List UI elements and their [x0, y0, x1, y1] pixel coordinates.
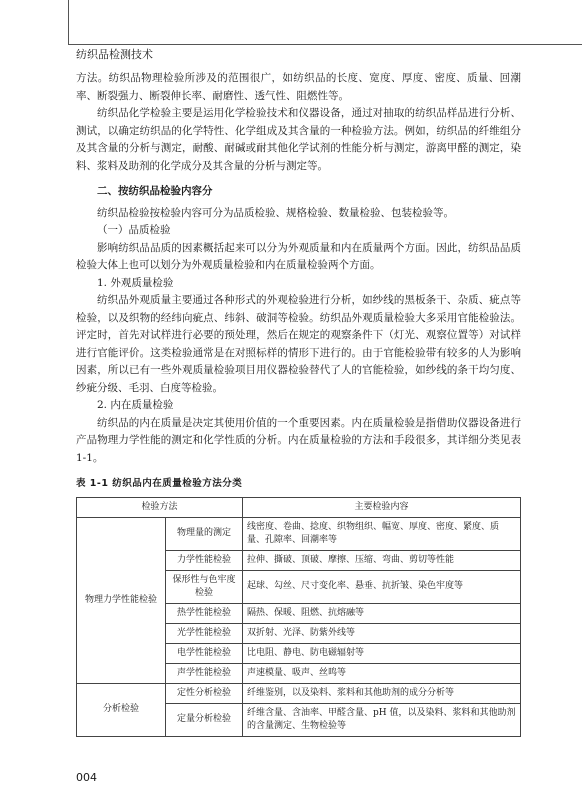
subcategory: 声学性能检验 — [166, 663, 243, 683]
subcategory: 物理量的测定 — [166, 517, 243, 550]
header-method: 检验方法 — [77, 497, 243, 517]
subcategory: 力学性能检验 — [166, 550, 243, 570]
subcategory: 光学性能检验 — [166, 623, 243, 643]
subcategory: 热学性能检验 — [166, 603, 243, 623]
subsubsection-heading: 1. 外观质量检验 — [97, 276, 174, 289]
paragraph: 方法。纺织品物理检验所涉及的范围很广，如纺织品的长度、宽度、厚度、密度、质量、回潮率、断裂强力、断裂伸长率、耐磨性、透气性、阻燃性等。 — [76, 72, 521, 102]
subsubsection-heading: 2. 内在质量检验 — [97, 399, 174, 411]
method-table — [76, 497, 521, 737]
category-physical: 物理力学性能检验 — [77, 517, 166, 683]
subsection-heading: （一）品质检验 — [97, 224, 171, 236]
content-cell: 纤维含量、含油率、甲醛含量、pH 值，以及染料、浆料和其他助剂的含量测定、生物检验等 — [243, 703, 521, 736]
header-content: 主要检验内容 — [243, 497, 521, 517]
category-analysis: 分析检验 — [77, 683, 166, 736]
content-cell: 拉伸、撕破、顶破、摩擦、压缩、弯曲、剪切等性能 — [243, 550, 521, 570]
paragraph: 纺织品的内在质量是决定其使用价值的一个重要因素。内在质量检验是指借助仪器设备进行产品物理力学性能的测定和化学性质的分析。内在质量检验的方法和手段很多，其详细分类见表 1-1。 — [76, 416, 521, 464]
header-vertical-rule — [68, 0, 69, 44]
table-row — [77, 683, 521, 703]
header-horizontal-rule — [68, 44, 582, 45]
table-header-row — [77, 497, 521, 517]
content-cell: 声速模量、吸声、丝鸣等 — [243, 663, 521, 683]
content-cell: 比电阻、静电、防电磁辐射等 — [243, 643, 521, 663]
content-cell: 起球、勾丝、尺寸变化率、悬垂、抗折皱、染色牢度等 — [243, 570, 521, 603]
table-caption: 表 1-1 纺织品内在质量检验方法分类 — [76, 478, 243, 489]
paragraph: 纺织品检验按检验内容可分为品质检验、规格检验、数量检验、包装检验等。 — [97, 206, 454, 219]
content-cell: 双折射、光泽、防紫外线等 — [243, 623, 521, 643]
page-number: 004 — [76, 771, 97, 784]
subcategory: 定性分析检验 — [166, 683, 243, 703]
running-header: 纺织品检测技术 — [76, 48, 153, 61]
content-cell: 线密度、卷曲、捻度、织物组织、幅宽、厚度、密度、紧度、质量、孔隙率、回潮率等 — [243, 517, 521, 550]
subcategory: 电学性能检验 — [166, 643, 243, 663]
subcategory: 定量分析检验 — [166, 703, 243, 736]
section-heading: 二、按纺织品检验内容分 — [97, 185, 213, 197]
paragraph: 纺织品化学检验主要是运用化学检验技术和仪器设备，通过对抽取的纺织品样品进行分析、测试，以确定纺织品的化学特性、化学组成及其含量的一种检验方法。例如，纺织品的纤维组分及其含量的分析与测定，耐酸、耐碱或耐其他化学试剂的性能分析与测定，游离甲醛的测定，染料、浆料及助剂的化学成分及其含量的分析与测定等。 — [76, 107, 521, 172]
subcategory: 保形性与色牢度检验 — [166, 570, 243, 603]
paragraph: 纺织品外观质量主要通过各种形式的外观检验进行分析，如纱线的黑板条干、杂质、疵点等检验，以及织物的经纬向疵点、纬斜、破洞等检验。纺织品外观质量检验大多采用官能检验法。评定时，首先对试样进行必要的预处理，然后在规定的观察条件下（灯光、观察位置等）对试样进行官能评价。这类检验通常是在对照标样的情形下进行的。由于官能检验带有较多的人为影响因素，所以已有一些外观质量检验项目用仪器检验替代了人的官能检验，如纱线的条干均匀度、纱疵分级、毛羽、白度等检验。 — [76, 294, 521, 394]
table-row — [77, 517, 521, 550]
content-cell: 纤维鉴别，以及染料、浆料和其他助剂的成分分析等 — [243, 683, 521, 703]
paragraph: 影响纺织品品质的因素概括起来可以分为外观质量和内在质量两个方面。因此，纺织品品质检验大体上也可以划分为外观质量检验和内在质量检验两个方面。 — [76, 241, 521, 271]
content-cell: 隔热、保暖、阻燃、抗熔融等 — [243, 603, 521, 623]
page-body — [76, 70, 521, 737]
